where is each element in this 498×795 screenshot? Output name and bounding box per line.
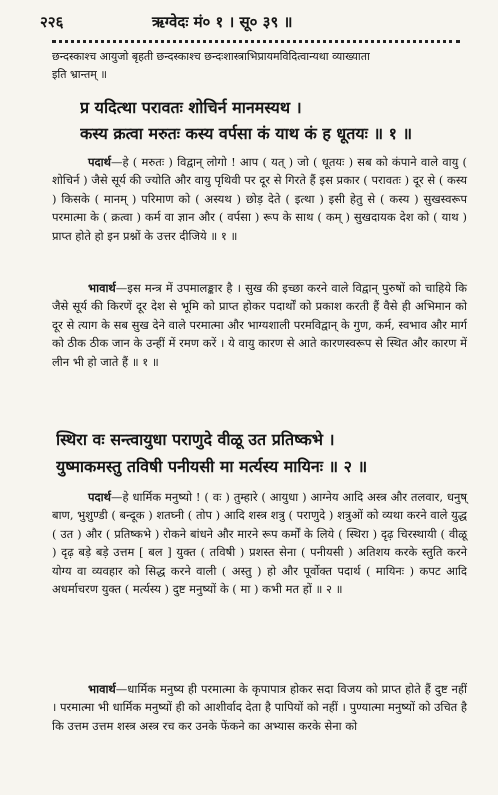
padartha-2 [52, 488, 467, 598]
bhavartha-1-text: —इस मन्त्र में उपमालङ्कार है । सुख की इच्छा करने वाले विद्वान् पुरुषों को चाहिये कि जैसे सूर्य की किरणें दूर देश से भूमि को प्राप्त होकर पदार्थों को प्रकाश करती हैं वैसे ही अभिमान को दूर से त्याग के सब सुख देने वाले परमात्मा और भाग्यशाली परमविद्वान् के गुण, कर्म, स्वभाव और मार्ग को ठीक ठीक जान के उन्हीं में रमण करें । ये वायु कारण से आते कारणस्वरूप से स्थित और कारण में लीन भी हो जाते हैं ॥ १ ॥ [52, 281, 467, 369]
padartha-label: पदार्थ [88, 155, 111, 169]
bhavartha-1 [52, 279, 467, 371]
bhavartha-label: भावार्थ [88, 281, 116, 295]
page-header [40, 12, 478, 34]
commentary-note-line-2: इति भ्रान्तम् ॥ [52, 68, 107, 81]
commentary-note-line-1: छन्दस्काश्च आयुजो बृहती छन्दस्काश्च छन्दःशास्त्राभिप्रायमविदित्वान्यथा व्याख्याता [52, 50, 370, 63]
mantra-2-line-1: स्थिरा वः सन्त्वायुधा पराणुदे वीळू उत प्रतिष्कभे । [56, 430, 335, 449]
padartha-label: पदार्थ [88, 490, 111, 504]
padartha-2-text: —हे धार्मिक मनुष्यो ! ( वः ) तुम्हारे ( आयुधा ) आग्नेय आदि अस्त्र और तलवार, धनुष् बाण, भुशुण्डी ( बन्दूक ) शतघ्नी ( तोप ) आदि शस्त्र शत्रु ( पराणुदे ) शत्रुओं को व्यथा करने वाले युद्ध ( उत ) और ( प्रतिष्कभे ) रोकने बांधने और मारने रूप कर्मों के लिये ( स्थिरा ) दृढ़ चिरस्थायी ( वीळू ) दृढ़ बड़े बड़े उत्तम [ बल ] युक्त ( तविषी ) प्रशस्त सेना ( पनीयसी ) अतिशय करके स्तुति करने योग्य वा व्यवहार को सिद्ध करने वाली ( अस्तु ) हो और पूर्वोक्त पदार्थ ( मायिनः ) कपट आदि अधर्माचरण युक्त ( मर्त्यस्य ) दुष्ट मनुष्यों के ( मा ) कभी मत हों ॥ २ ॥ [52, 490, 467, 597]
mantra-1-line-1: प्र यदित्था परावतः शोचिर्न मानमस्यथ । [80, 98, 302, 117]
padartha-1-text: —हे ( मरुतः ) विद्वान् लोगो ! आप ( यत् ) जो ( धूतयः ) सब को कंपाने वाले वायु ( शोचिर्न ) जैसे सूर्य की ज्योति और वायु पृथिवी पर दूर से गिरते हैं इस प्रकार ( परावतः ) दूर से ( कस्य ) किसके ( मानम् ) परिमाण को ( अस्यथ ) छोड़ देते ( इत्था ) इसी हेतु से ( कस्य ) सुखस्वरूप परमात्मा के ( क्रत्वा ) कर्म वा ज्ञान और ( वर्पसा ) रूप के साथ ( कम् ) सुखदायक देश को ( याथ ) प्राप्त होते हो इन प्रश्नों के उत्तर दीजिये ॥ १ ॥ [52, 155, 467, 243]
bhavartha-label: भावार्थ [88, 682, 116, 696]
bhavartha-2-text: —धार्मिक मनुष्य ही परमात्मा के कृपापात्र होकर सदा विजय को प्राप्त होते हैं दुष्ट नहीं । परमात्मा भी धार्मिक मनुष्यों ही को आशीर्वाद देता है पापियों को नहीं । पुण्यात्मा मनुष्यों को उचित है कि उत्तम उत्तम शस्त्र अस्त्र रच कर उनके फेंकने का अभ्यास करके सेना को [52, 682, 467, 733]
mantra-2-line-2: युष्माकमस्तु तविषी पनीयसी मा मर्त्यस्य मायिनः ॥ २ ॥ [56, 457, 368, 476]
padartha-1 [52, 153, 467, 245]
mantra-1-line-2: कस्य क्रत्वा मरुतः कस्य वर्पसा कं याथ कं ह धूतयः ॥ १ ॥ [80, 124, 413, 143]
bhavartha-2 [52, 680, 467, 735]
running-title: ऋग्वेदः मं० १ । सू० ३९ ॥ [152, 13, 293, 31]
header-dotted-rule [52, 40, 460, 43]
page-number: २२६ [40, 13, 64, 31]
